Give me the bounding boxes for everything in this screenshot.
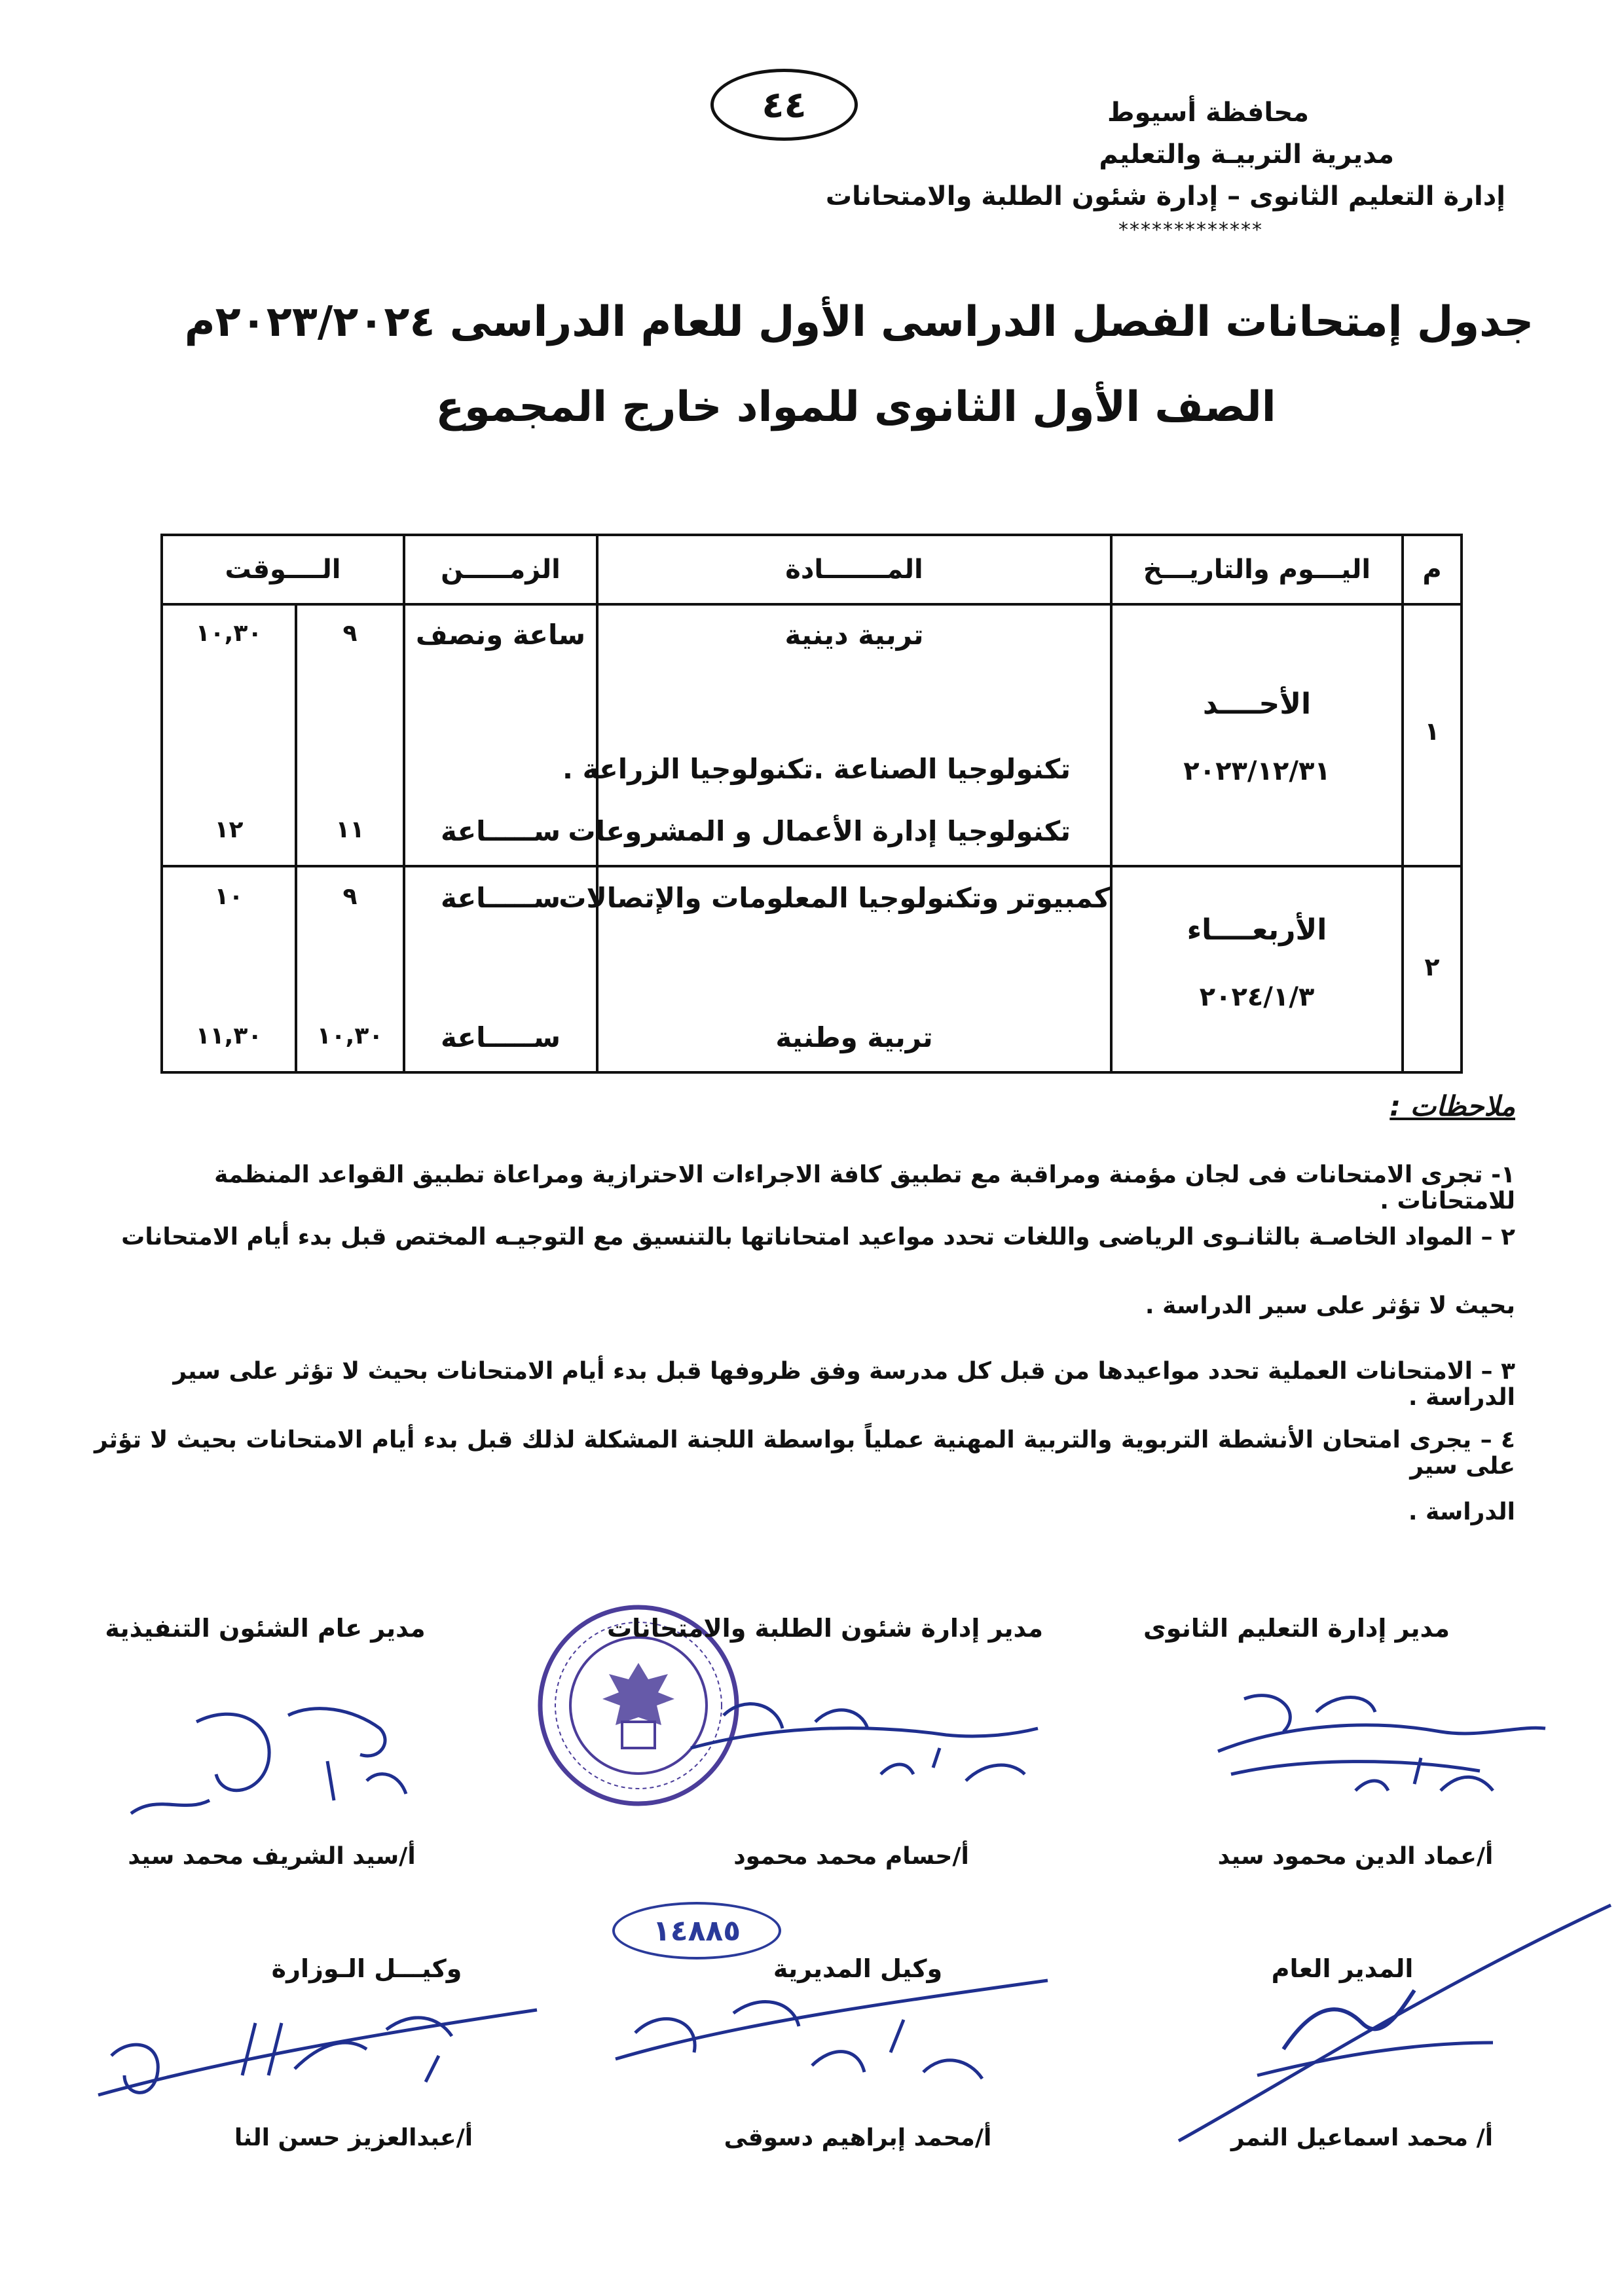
handwritten-signature-ministry-deputy [85, 1964, 543, 2141]
handwritten-signature-secondary-director [1205, 1660, 1558, 1817]
header-num: م [1403, 535, 1462, 604]
row1-end-time-cell [162, 604, 296, 866]
start-time: ٩ [342, 620, 358, 647]
signature-title-directorate-deputy: وكيل المديرية [773, 1954, 943, 1983]
header-day-date: اليـــوم والتاريـــخ [1111, 535, 1403, 604]
table-row [162, 866, 1462, 1072]
handwritten-reference-number: ١٤٨٨٥ [612, 1902, 781, 1959]
row2-end-time-cell [162, 866, 296, 1072]
row1-start-time-cell [296, 604, 404, 866]
exam-duration: ساعة ونصف [415, 619, 586, 651]
header-duration: الزمـــــن [404, 535, 597, 604]
notes-heading: ملاحظات : [1390, 1090, 1515, 1122]
signature-title-secondary-director: مدير إدارة التعليم الثانوى [1143, 1614, 1450, 1643]
handwritten-signature-executive-affairs-director [105, 1683, 419, 1840]
end-time: ١٢ [214, 816, 244, 843]
exam-date: ٢٠٢٤/١/٣ [1199, 982, 1315, 1012]
day-name: الأربعــــاء [1187, 913, 1327, 947]
exam-duration: ســـــاعة [440, 882, 561, 914]
signature-name-executive-affairs-director: أ/سيد الشريف محمد سيد [128, 1843, 416, 1870]
subject-name: كمبيوتر وتكنولوجيا المعلومات والإتصالات [559, 882, 1110, 914]
row2-subject-cell [559, 866, 1111, 1072]
row1-subject-cell [562, 604, 1111, 866]
signature-name-general-director: أ/ محمد اسماعيل النمر [1230, 2124, 1494, 2151]
signature-title-student-affairs-director: مدير إدارة شئون الطلبة والامتحانات [606, 1614, 1044, 1643]
note-2-line-2: بحيث لا تؤثر على سير الدراسة . [1145, 1292, 1515, 1319]
handwritten-signature-student-affairs-director [684, 1676, 1051, 1807]
start-time: ١١ [335, 816, 365, 843]
note-2-line-1: ٢ – المواد الخاصـة بالثانـوى الرياضى واللغات تحدد مواعيد امتحاناتها بالتنسيق مع التوجيـه المختص قبل بدء أيام الامتحانات [121, 1224, 1515, 1250]
row1-duration-cell [404, 604, 597, 866]
signature-title-executive-affairs-director: مدير عام الشئون التنفيذية [105, 1614, 426, 1643]
exam-date: ٢٠٢٣/١٢/٣١ [1183, 756, 1331, 786]
note-4-line-1: ٤ – يجرى امتحان الأنشطة التربوية والتربية المهنية عملياً بواسطة اللجنة المشكلة لذلك قبل بدء أيام الامتحانات بحيث لا تؤثر على سير [94, 1427, 1515, 1480]
note-4-line-2: الدراسة . [1408, 1499, 1515, 1525]
department-line: إدارة التعليم الثانوى – إدارة شئون الطلبة والامتحانات [825, 181, 1505, 211]
row1-num-cell [1403, 604, 1462, 866]
subject-name: تكنولوجيا الصناعة .تكنولوجيا الزراعة . [562, 753, 1071, 785]
row-number: ٢ [1424, 953, 1440, 981]
subject-name: تكنولوجيا إدارة الأعمال و المشروعات [568, 815, 1071, 847]
table-row [162, 604, 1462, 866]
note-1: ١- تجرى الامتحانات فى لجان مؤمنة ومراقبة مع تطبيق كافة الاجراءات الاحترازية ومراعاة تطبيق القواعد المنظمة للامتحانات . [214, 1161, 1515, 1214]
exam-duration: ســـــاعة [440, 1021, 561, 1053]
day-name: الأحــــد [1202, 687, 1312, 721]
signature-title-ministry-deputy: وكيـــل الـوزارة [271, 1954, 462, 1983]
row2-num-cell [1403, 866, 1462, 1072]
row1-day-cell [1111, 604, 1403, 866]
governorate-line: محافظة أسيوط [1107, 98, 1309, 128]
signature-name-directorate-deputy: أ/محمد إبراهيم دسوقى [724, 2124, 992, 2151]
header-time: الــــوقت [162, 535, 404, 604]
end-time: ١٠,٣٠ [195, 620, 263, 647]
handwritten-signature-general-director [1166, 1892, 1617, 2154]
row2-day-cell [1111, 866, 1403, 1072]
signature-title-general-director: المدير العام [1271, 1954, 1414, 1983]
handwritten-signature-directorate-deputy [596, 1941, 1054, 2111]
directorate-line: مديرية التربيـة والتعليم [1099, 139, 1394, 170]
header-subject: المـــــــادة [597, 535, 1111, 604]
signature-name-secondary-director: أ/عماد الدين محمود سيد [1217, 1843, 1494, 1870]
signature-name-ministry-deputy: أ/عبدالعزيز حسن النا [234, 2124, 473, 2151]
document-title: جدول إمتحانات الفصل الدراسى الأول للعام الدراسى ٢٠٢٣/٢٠٢٤م [184, 298, 1534, 346]
end-time: ١٠ [214, 883, 244, 910]
table-header-row [162, 535, 1462, 604]
start-time: ٩ [342, 883, 358, 910]
subject-name: تربية دينية [784, 619, 924, 651]
exam-duration: ســـــاعة [440, 815, 561, 847]
row-number: ١ [1424, 717, 1440, 746]
subject-name: تربية وطنية [775, 1021, 933, 1053]
document-subtitle: الصف الأول الثانوى للمواد خارج المجموع [435, 383, 1276, 431]
letterhead [589, 92, 1505, 244]
signature-name-student-affairs-director: أ/حسام محمد محمود [733, 1843, 969, 1870]
exam-schedule-table [160, 534, 1463, 1074]
end-time: ١١,٣٠ [195, 1023, 263, 1049]
header-stars: ************* [1118, 219, 1263, 242]
page-number-circle: ٤٤ [710, 69, 858, 141]
row2-start-time-cell [296, 866, 404, 1072]
note-3: ٣ – الامتحانات العملية تحدد مواعيدها من قبل كل مدرسة وفق ظروفها قبل بدء أيام الامتحانات بحيث لا تؤثر على سير الدراسة . [173, 1358, 1515, 1411]
row2-duration-cell [404, 866, 597, 1072]
start-time: ١٠,٣٠ [316, 1023, 384, 1049]
